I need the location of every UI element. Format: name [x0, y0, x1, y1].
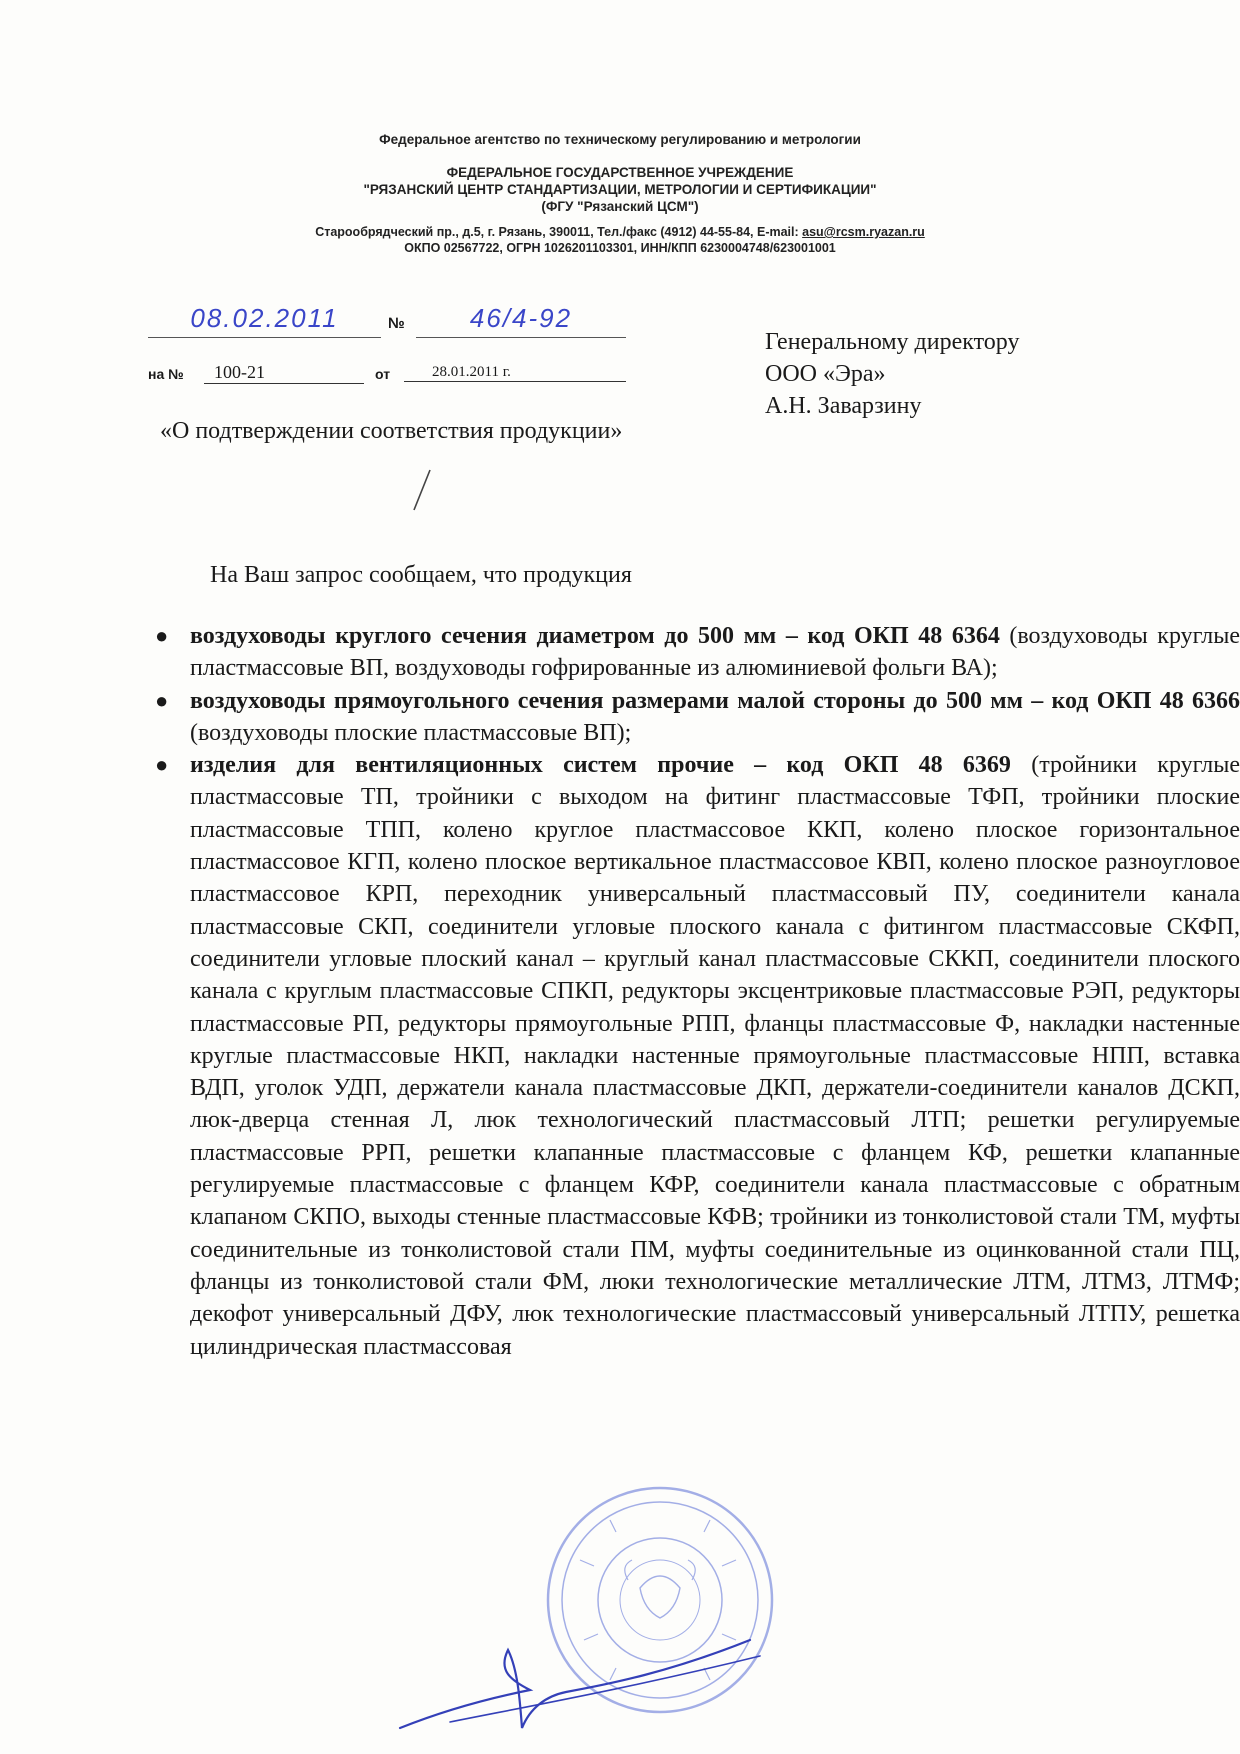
addressee-person: А.Н. Заварзину: [765, 393, 922, 419]
item-details: (воздуховоды круглые пластмассовые ВП, воздуховоды гофрированные из алюминиевой фольги ВА);: [190, 623, 1240, 682]
item-heading: воздуховоды прямоугольного сечения размерами малой стороны до 500 мм – код ОКП 48 6366: [190, 687, 1240, 714]
registration-number-label: №: [388, 315, 405, 332]
org-name: "РЯЗАНСКИЙ ЦЕНТР СТАНДАРТИЗАЦИИ, МЕТРОЛОГИИ И СЕРТИФИКАЦИИ": [363, 182, 877, 197]
organization-header: [0, 164, 1240, 215]
agency-name: Федеральное агентство по техническому регулированию и метрологии: [379, 132, 861, 147]
body-intro: На Ваш запрос сообщаем, что продукция: [210, 562, 632, 588]
list-item: [155, 749, 1240, 1363]
address-line: [0, 224, 1240, 240]
item-heading: изделия для вентиляционных систем прочие – код ОКП 48 6369: [190, 752, 1011, 779]
registration-date: 08.02.2011: [148, 303, 381, 338]
address-text: Старообрядческий пр., д.5, г. Рязань, 390011, Тел./факс (4912) 44-55-84, E-mail:: [315, 225, 803, 239]
list-item-text: [190, 685, 1240, 750]
org-codes: ОКПО 02567722, ОГРН 1026201103301, ИНН/КПП 6230004748/623001001: [404, 241, 836, 255]
bullet-icon: ●: [155, 623, 169, 648]
reference-date: 28.01.2011 г.: [404, 364, 626, 382]
registration-number: 46/4-92: [416, 303, 626, 338]
addressee-position: Генеральному директору: [765, 329, 1020, 355]
item-details: (воздуховоды плоские пластмассовые ВП);: [190, 719, 632, 746]
item-details: (тройники круглые пластмассовые ТП, тройники с выходом на фитинг пластмассовые ТФП, тройники плоские пластмассовые ТПП, колено круглое пластмассовое ККП, колено плоское горизонтальное пластмассовое КГП, колено плоское вертикальное пластмассовое КВП, колено плоское разноугловое пластмассовое КРП, переходник универсальный пластмассовый ПУ, соединители канала пластмассовые СКП, соединители угловые плоского канала с фитингом пластмассовые СКФП, соединители угловые плоский канал – круглый канал пластмассовые СККП, соединители плоского канала с круглым пластмассовые СПКП, редукторы эксцентриковые пластмассовые РЭП, редукторы пластмассовые РП, редукторы прямоугольные РПП, фланцы пластмассовые Ф, накладки настенные круглые пластмассовые НКП, накладки настенные прямоугольные пластмассовые НПП, вставка ВДП, уголок УДП, держатели канала пластмассовые ДКП, держатели-соединители каналов ДСКП, люк-дверца стенная Л, люк технологический пластмассовый ЛТП; решетки регулируемые пластмассовые РРП, решетки клапанные пластмассовые с фланцем КФ, решетки клапанные регулируемые пластмассовые с фланцем КФР, соединители канала пластмассовые с обратным клапаном СКПО, выходы стенные пластмассовые КФВ; тройники из тонколистовой стали ТМ, муфты соединительные из тонколистовой стали ПМ, муфты соединительные из оцинкованной стали ПЦ, фланцы из тонколистовой стали ФМ, люки технологические металлические ЛТМ, ЛТМЗ, ЛТМФ; декофот универсальный ДФУ, люк технологические пластмассовый универсальный ЛТПУ, решетка цилиндрическая пластмассовая: [190, 752, 1240, 1360]
letter-subject: «О подтверждении соответствия продукции»: [160, 418, 623, 444]
item-heading: воздуховоды круглого сечения диаметром до 500 мм – код ОКП 48 6364: [190, 623, 1000, 649]
email-link[interactable]: asu@rcsm.ryazan.ru: [802, 225, 925, 239]
bullet-icon: ●: [155, 752, 169, 778]
reference-label: на №: [148, 366, 184, 382]
pen-mark-icon: [410, 466, 434, 514]
addressee-block: [765, 326, 1019, 422]
product-list: [155, 620, 1240, 1363]
org-type: ФЕДЕРАЛЬНОЕ ГОСУДАРСТВЕННОЕ УЧРЕЖДЕНИЕ: [446, 165, 794, 180]
reference-number: 100-21: [204, 362, 364, 384]
list-item: [155, 685, 1240, 750]
list-item-text: [190, 749, 1240, 1363]
addressee-company: ООО «Эра»: [765, 361, 886, 387]
list-item: [155, 620, 1240, 685]
org-short-name: (ФГУ "Рязанский ЦСМ"): [541, 199, 699, 214]
organization-contacts: [0, 224, 1240, 256]
bullet-icon: ●: [155, 687, 169, 713]
reference-from-label: от: [375, 366, 391, 382]
list-item-text: [190, 620, 1240, 685]
signature-icon: [390, 1610, 770, 1750]
